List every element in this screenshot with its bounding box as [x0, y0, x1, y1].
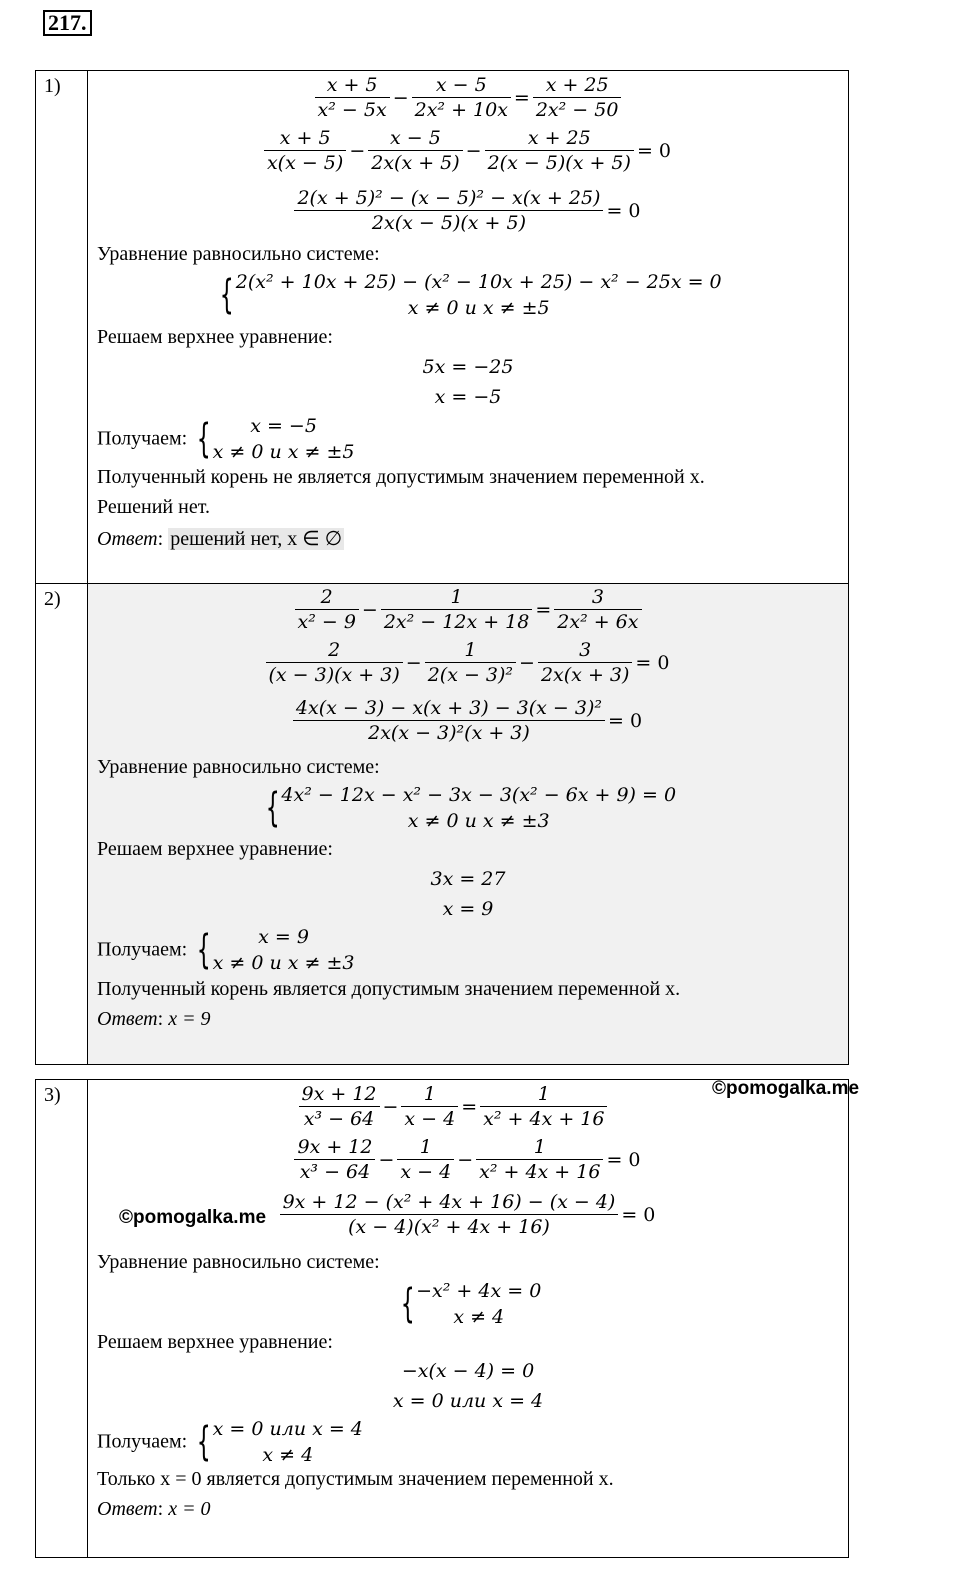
- equation-factored: $\frac{9x + 12}{\text{x³ − 64}}$ − $\frac{1}{x - 4}$ − $\frac{1}{\text{x² + 4x + 16}}$ = 0: [88, 1135, 848, 1184]
- answer-label: Ответ: [97, 528, 158, 550]
- fraction: $\frac{1}{\text{x² + 4x + 16}}$: [480, 1082, 607, 1131]
- result-system: Получаем: { x = 9 x ≠ 0 и x ≠ ±3: [97, 926, 355, 974]
- fraction: $\frac{\text{2(x + 5)² − (x − 5)² − x(x + 25)}}{2x(x - 5)(x + 5)}$: [294, 186, 603, 235]
- step: x = −5: [434, 386, 502, 408]
- answer: Ответ: x = 9: [97, 1008, 211, 1030]
- equation-original: $\frac{9x + 12}{\text{x³ − 64}}$ − $\frac{1}{x - 4}$ = $\frac{1}{\text{x² + 4x + 16}}$: [58, 1082, 848, 1131]
- brace-icon: {: [400, 1281, 415, 1327]
- solution-part-3: [35, 1079, 849, 1558]
- result-system: Получаем: { x = −5 x ≠ 0 и x ≠ ±5: [97, 415, 355, 463]
- fraction: $\frac{1}{\text{x² + 4x + 16}}$: [476, 1135, 603, 1184]
- fraction: $\frac{1}{x - 4}$: [401, 1082, 458, 1131]
- fraction: $\frac{2}{(x - 3)(x + 3)}$: [266, 638, 403, 687]
- fraction: $\frac{x - 5}{\text{2x² + 10x}}$: [412, 73, 511, 122]
- equation-factored: $\frac{2}{(x - 3)(x + 3)}$ − $\frac{1}{\text{2(x − 3)²}}$ − $\frac{3}{2x(x + 3)}$ = 0: [88, 638, 848, 687]
- text-solve: Решаем верхнее уравнение:: [97, 326, 333, 348]
- text-system: Уравнение равносильно системе:: [97, 756, 380, 778]
- answer-value: x = 0: [168, 1498, 211, 1520]
- text-solve: Решаем верхнее уравнение:: [97, 838, 333, 860]
- fraction: $\frac{\text{4x(x − 3) − x(x + 3) − 3(x − 3)²}}{\text{2x(x − 3)²(x + 3)}}$: [293, 696, 605, 745]
- answer-value: x = 9: [168, 1008, 211, 1030]
- system-equivalent: { 2(x² + 10x + 25) − (x² − 10x + 25) − x² − 25x = 0 x ≠ 0 и x ≠ ±5: [220, 271, 722, 319]
- step: 5x = −25: [422, 356, 514, 378]
- brace-icon: {: [196, 927, 211, 973]
- conclusion: Полученный корень является допустимым значением переменной x.: [97, 978, 681, 1000]
- fraction: $\frac{1}{x - 4}$: [397, 1135, 454, 1184]
- brace-icon: {: [265, 785, 280, 831]
- fraction: $\frac{x + 5}{x(x - 5)}$: [264, 126, 346, 175]
- equation-combined: $\frac{\text{9x + 12 − (x² + 4x + 16) − (x − 4)}}{\text{(x − 4)(x² + 4x + 16)}}$ = 0: [88, 1190, 848, 1239]
- solution-part-2: [35, 583, 849, 1065]
- system-equivalent: { 4x² − 12x − x² − 3x − 3(x² − 6x + 9) = 0 x ≠ 0 и x ≠ ±3: [265, 784, 677, 832]
- fraction: $\frac{2}{\text{x² − 9}}$: [295, 585, 359, 634]
- fraction: $\frac{3}{\text{2x² + 6x}}$: [554, 585, 641, 634]
- conclusion: Только x = 0 является допустимым значением переменной x.: [97, 1468, 614, 1490]
- answer-label: Ответ: [97, 1498, 158, 1520]
- text-solve: Решаем верхнее уравнение:: [97, 1331, 333, 1353]
- problem-number: 217.: [43, 10, 92, 36]
- step: 3x = 27: [430, 868, 506, 890]
- fraction: $\frac{x + 25}{\text{2x² − 50}}$: [533, 73, 622, 122]
- brace-icon: {: [196, 416, 211, 462]
- conclusion: Полученный корень не является допустимым значением переменной x.: [97, 466, 705, 488]
- fraction: $\frac{x + 5}{\text{x² − 5x}}$: [315, 73, 390, 122]
- watermark: ©pomogalka.me: [712, 1078, 860, 1099]
- result-system: Получаем: { x = 0 или x = 4 x ≠ 4: [97, 1418, 363, 1466]
- fraction: $\frac{\text{9x + 12 − (x² + 4x + 16) − (x − 4)}}{\text{(x − 4)(x² + 4x + 16)}}$: [280, 1190, 619, 1239]
- step: x = 0 или x = 4: [392, 1390, 544, 1412]
- answer-label: Ответ: [97, 1008, 158, 1030]
- equation-combined: $\frac{\text{4x(x − 3) − x(x + 3) − 3(x − 3)²}}{\text{2x(x − 3)²(x + 3)}}$ = 0: [88, 696, 848, 745]
- fraction: $\frac{3}{2x(x + 3)}$: [538, 638, 632, 687]
- equation-original: $\frac{2}{\text{x² − 9}}$ − $\frac{1}{\text{2x² − 12x + 18}}$ = $\frac{3}{\text{2x² + 6x}}$: [88, 585, 848, 634]
- part-label: 2): [36, 584, 88, 1064]
- equation-original: $\frac{x + 5}{\text{x² − 5x}}$ − $\frac{x - 5}{\text{2x² + 10x}}$ = $\frac{x + 25}{\text{2x² − 50}}$: [88, 73, 848, 122]
- text-system: Уравнение равносильно системе:: [97, 243, 380, 265]
- text-system: Уравнение равносильно системе:: [97, 1251, 380, 1273]
- watermark: ©pomogalka.me: [119, 1207, 267, 1228]
- fraction: $\frac{1}{\text{2x² − 12x + 18}}$: [381, 585, 533, 634]
- fraction: $\frac{9x + 12}{\text{x³ − 64}}$: [299, 1082, 380, 1131]
- system-equivalent: { −x² + 4x = 0 x ≠ 4: [400, 1280, 542, 1328]
- answer: Ответ: решений нет, x ∈ ∅: [97, 528, 343, 550]
- fraction: $\frac{x - 5}{2x(x + 5)}$: [368, 126, 462, 175]
- solution-part-1: [35, 70, 849, 584]
- equation-factored: $\frac{x + 5}{x(x - 5)}$ − $\frac{x - 5}{2x(x + 5)}$ − $\frac{x + 25}{2(x - 5)(x + 5)}$ = 0: [88, 126, 848, 175]
- brace-icon: {: [196, 1419, 211, 1465]
- no-solutions: Решений нет.: [97, 496, 210, 518]
- part-label: 1): [36, 71, 88, 583]
- answer-value: решений нет, x ∈ ∅: [170, 528, 343, 550]
- equation-combined: $\frac{\text{2(x + 5)² − (x − 5)² − x(x + 25)}}{2x(x - 5)(x + 5)}$ = 0: [88, 186, 848, 235]
- brace-icon: {: [220, 272, 235, 318]
- answer: Ответ: x = 0: [97, 1498, 211, 1520]
- fraction: $\frac{x + 25}{2(x - 5)(x + 5)}$: [485, 126, 634, 175]
- fraction: $\frac{1}{\text{2(x − 3)²}}$: [425, 638, 516, 687]
- step: x = 9: [442, 898, 494, 920]
- fraction: $\frac{9x + 12}{\text{x³ − 64}}$: [294, 1135, 375, 1184]
- step: −x(x − 4) = 0: [401, 1360, 535, 1382]
- part-label: 3): [36, 1080, 88, 1557]
